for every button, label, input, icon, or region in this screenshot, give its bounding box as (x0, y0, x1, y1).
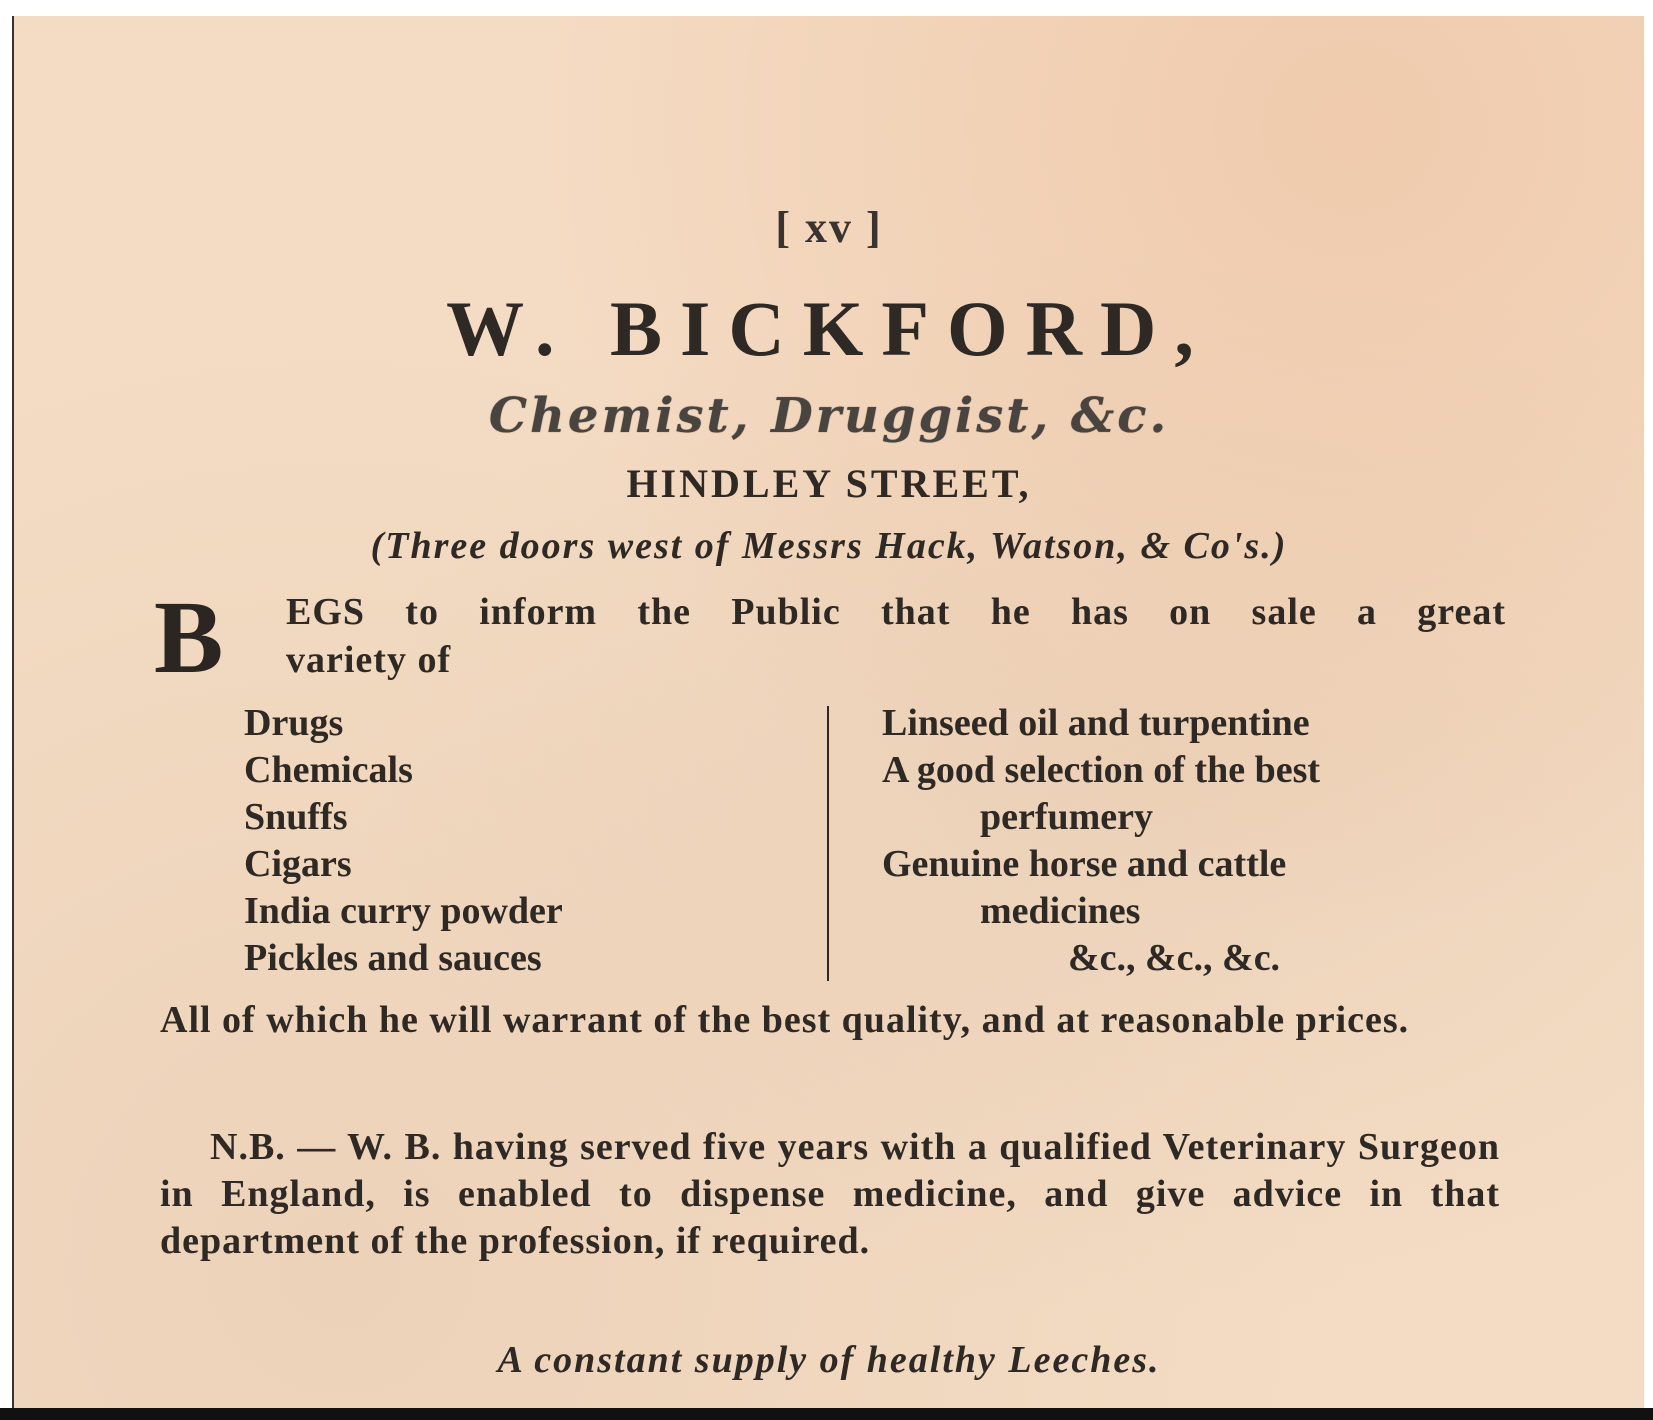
advertisement-page (12, 16, 1644, 1408)
list-item: Snuffs (244, 796, 348, 838)
goods-list-right (882, 700, 1320, 982)
intro-line-2: variety of (286, 639, 452, 681)
list-item: Linseed oil and turpentine (882, 702, 1310, 744)
leeches-note: A constant supply of healthy Leeches. (497, 1339, 1161, 1381)
drop-cap: B (154, 580, 224, 695)
nota-bene-paragraph: N.B. — W. B. having served five years with a qualified Veterinary Surgeon in England, is enabled to dispense medicine, and give advice in that department of the profession, if required. (160, 1126, 1500, 1262)
column-divider (827, 706, 829, 981)
merchant-name: W. BICKFORD, (446, 285, 1212, 372)
intro-line-1: EGS to inform the Public that he has on sale a great (286, 591, 1506, 633)
merchant-trade: Chemist, Druggist, &c. (488, 388, 1170, 444)
list-item: medicines (980, 890, 1141, 932)
closing-paragraph: All of which he will warrant of the best quality, and at reasonable prices. (160, 999, 1410, 1041)
list-item: Genuine horse and cattle (882, 843, 1287, 885)
list-item: A good selection of the best (882, 749, 1321, 791)
list-item: Cigars (244, 843, 352, 885)
list-item: &c., &c., &c. (1068, 937, 1281, 979)
street-address: HINDLEY STREET, (626, 461, 1032, 506)
page-number: [ xv ] (775, 203, 883, 252)
list-item: Drugs (244, 702, 344, 744)
list-item: Pickles and sauces (244, 937, 542, 979)
scan-bottom-edge (0, 1408, 1653, 1420)
list-item: India curry powder (244, 890, 563, 932)
location-note: (Three doors west of Messrs Hack, Watson, & Co's.) (370, 525, 1288, 567)
goods-list-left (244, 700, 563, 982)
list-item: perfumery (980, 796, 1154, 838)
list-item: Chemicals (244, 749, 413, 791)
